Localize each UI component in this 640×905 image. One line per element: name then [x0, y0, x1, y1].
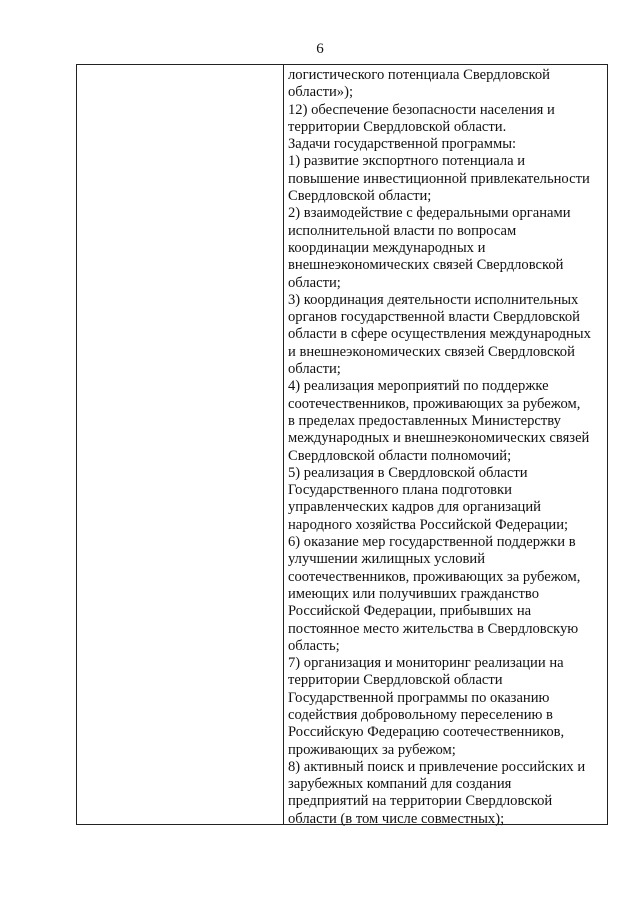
text-line: территории Свердловской области	[288, 672, 503, 689]
page-number: 6	[316, 41, 324, 57]
text-line: Свердловской области;	[288, 188, 432, 205]
text-line: и внешнеэкономических связей Свердловской	[288, 343, 575, 360]
text-line: 5) реализация в Свердловской области	[288, 464, 528, 481]
text-line: исполнительной власти по вопросам	[288, 222, 517, 239]
text-line: народного хозяйства Российской Федерации;	[288, 516, 569, 533]
text-line: области (в том числе совместных);	[288, 810, 505, 827]
text-line: улучшении жилищных условий	[288, 551, 486, 568]
text-line: проживающих за рубежом;	[288, 741, 456, 758]
text-line: координации международных и	[288, 239, 486, 256]
text-line: содействия добровольному переселению в	[288, 706, 553, 723]
text-line: 12) обеспечение безопасности населения и	[288, 101, 555, 118]
text-line: в пределах предоставленных Министерству	[288, 412, 561, 429]
text-line: управленческих кадров для организаций	[288, 499, 541, 516]
table-left-cell	[77, 65, 283, 824]
text-line: 4) реализация мероприятий по поддержке	[288, 378, 549, 395]
text-line: Свердловской области полномочий;	[288, 447, 512, 464]
text-line: 1) развитие экспортного потенциала и	[288, 153, 526, 170]
text-line: логистического потенциала Свердловской	[288, 67, 550, 83]
text-line: области»);	[288, 84, 353, 101]
text-line: соотечественников, проживающих за рубежом,	[288, 395, 581, 412]
text-line: 2) взаимодействие с федеральными органами	[288, 205, 571, 222]
text-line: территории Свердловской области.	[288, 118, 507, 135]
text-line: повышение инвестиционной привлекательности	[288, 170, 590, 187]
text-line: Российскую Федерацию соотечественников,	[288, 724, 565, 741]
text-line: международных и внешнеэкономических связей	[288, 430, 590, 447]
text-line: Российской Федерации, прибывших на	[288, 603, 532, 620]
text-line: Государственного плана подготовки	[288, 482, 512, 499]
text-line: область;	[288, 637, 340, 654]
text-line: 3) координация деятельности исполнительных	[288, 291, 579, 308]
text-line: предприятий на территории Свердловской	[288, 793, 553, 810]
document-table	[76, 64, 608, 825]
text-line: органов государственной власти Свердловской	[288, 309, 580, 326]
text-line: 7) организация и мониторинг реализации на	[288, 655, 564, 672]
text-line: постоянное место жительства в Свердловскую	[288, 620, 579, 637]
text-line: 6) оказание мер государственной поддержки в	[288, 534, 576, 551]
text-line: зарубежных компаний для создания	[288, 776, 512, 793]
text-line: соотечественников, проживающих за рубежом,	[288, 568, 581, 585]
text-line: Государственной программы по оказанию	[288, 689, 550, 706]
text-line: области в сфере осуществления международных	[288, 326, 591, 343]
table-right-cell	[284, 65, 607, 828]
text-line: имеющих или получивших гражданство	[288, 585, 539, 602]
text-line: внешнеэкономических связей Свердловской	[288, 257, 564, 274]
text-line: области;	[288, 361, 341, 378]
text-line: 8) активный поиск и привлечение российских и	[288, 758, 586, 775]
text-line: области;	[288, 274, 341, 291]
text-line: Задачи государственной программы:	[288, 136, 517, 153]
